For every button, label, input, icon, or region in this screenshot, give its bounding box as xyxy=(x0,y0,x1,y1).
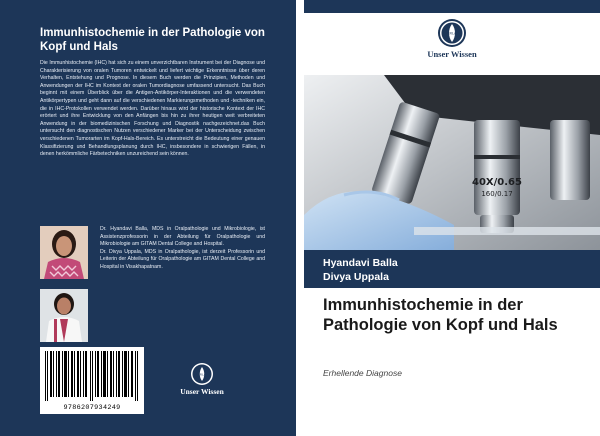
isbn-barcode xyxy=(40,347,144,414)
objective-label-1: 40X/0.65 xyxy=(472,177,522,188)
publisher-logo-back xyxy=(172,362,232,396)
isbn-number: 9786207934249 xyxy=(63,404,121,412)
publisher-name-back: Unser Wissen xyxy=(180,387,224,396)
publisher-logo-word: VERLAG xyxy=(195,372,209,377)
spine xyxy=(296,0,304,436)
publisher-logo-front xyxy=(414,18,490,59)
book-title: Immunhistochemie in der Pathologie von Kopf und Hals xyxy=(323,296,558,334)
author-biographies: Dr. Hyandavi Balla, MDS in Oralpathologie und Mikrobiologie, ist Assistenzprofessorin in der Abteilung für Oralpathologie und Mikrobiologie am GITAM Dental College and Hospital. Dr. Divya Uppala, MDS in Oralpathologie, ist derzeit Professorin und Leiterin der Abteilung für Oralpathologie am GITAM Dental College and Hospital in Visakhapatnam. xyxy=(100,226,265,270)
publisher-emblem-icon xyxy=(190,362,214,386)
book-subtitle: Erhellende Diagnose xyxy=(323,368,402,378)
authors-band xyxy=(304,250,600,288)
front-cover xyxy=(304,0,600,436)
publisher-name-front: Unser Wissen xyxy=(427,49,477,59)
author-name-1: Hyandavi Balla xyxy=(323,257,398,269)
back-cover-description: Die Immunhistochemie (IHC) hat sich zu einem unverzichtbaren Instrument bei der Diagnose und Charakterisierung von oralen Tumoren entwickelt und liefert wichtige Erkenntnisse über deren Verhalten, Entstehung und Prognose. In diesem Buch werden die Prinzipien, Methoden und Anwendungen der IHC im Kontext der oralen Tumordiagnose umfassend untersucht. Das Buch beginnt mit einem Überblick über die Antigen-Antikörper-Interaktionen und die verwendeten Antikörpertypen und geht dann auf die verschiedenen Markierungsmethoden und -techniken ein, die in IHC-Protokollen verwendet werden. Darüber hinaus wird der historische Kontext der IHC erörtert und ihre Entwicklung von den Anfängen bis hin zu ihrer heutigen weit verbreiteten Anwendung in der biomedizinischen Forschung und Diagnostik nachgezeichnet.das Buch untersucht den diagnostischen Nutzen verschiedener Marker bei der Unterscheidung zwischen verschiedenen Tumorarten im Kopf-Hals-Bereich. Es unterstreicht die Bedeutung einer genauen Klassifizierung und Behandlungsplanung durch IHC, insbesondere in schwierigen Fällen, in denen herkömmliche Färbetechniken unzureichend sein können. xyxy=(40,60,265,158)
cover-image-microscope xyxy=(304,75,600,250)
objective-label-2: 160/0.17 xyxy=(481,190,513,198)
back-cover-title: Immunhistochemie in der Pathologie von Kopf und Hals xyxy=(40,27,265,53)
front-top-band xyxy=(304,0,600,13)
author-photo-hyandavi xyxy=(40,226,88,279)
publisher-logo-word: VERLAG xyxy=(444,31,460,36)
publisher-emblem-icon xyxy=(437,18,467,48)
author-photo-divya xyxy=(40,289,88,342)
author-name-2: Divya Uppala xyxy=(323,271,389,283)
back-cover xyxy=(0,0,296,436)
